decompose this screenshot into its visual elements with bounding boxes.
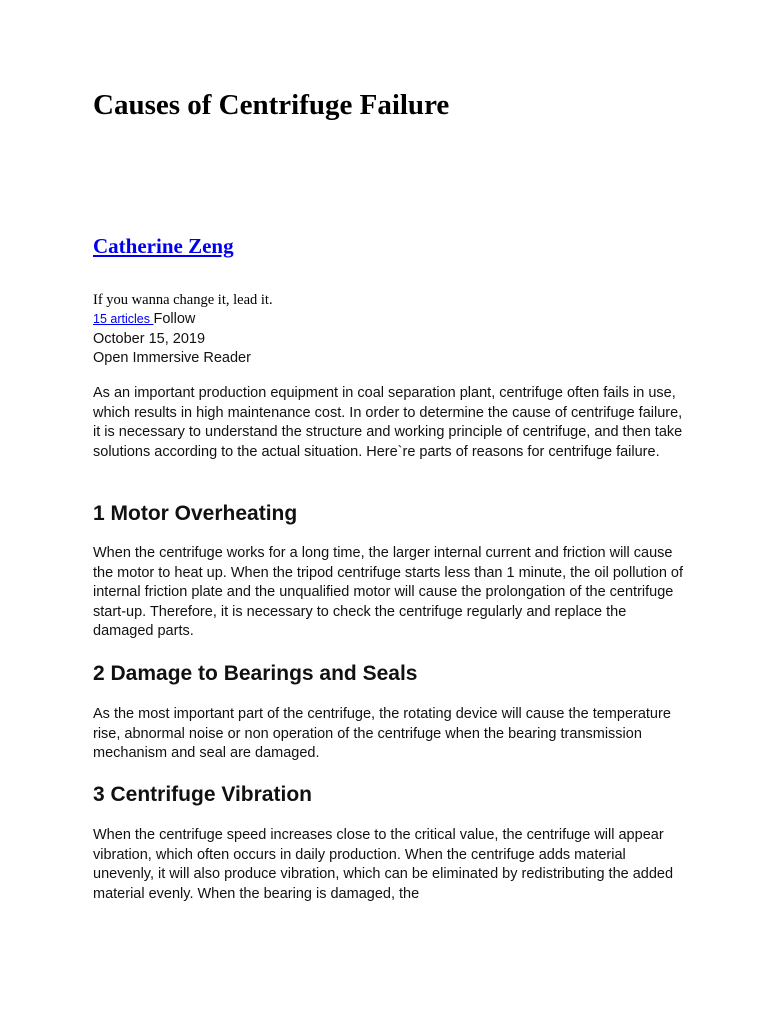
articles-count-link[interactable]: [93, 312, 153, 326]
section-text-centrifuge-vibration: When the centrifuge speed increases close to the critical value, the centrifuge will appear vibration, which often occurs in daily production. When the centrifuge adds material unevenly, it will also produce vibration, which can be eliminated by redistributing the added material evenly. When the bearing is damaged, the: [93, 827, 674, 902]
author-tagline: If you wanna change it, lead it.: [93, 292, 273, 308]
follow-button[interactable]: Follow: [153, 311, 196, 327]
immersive-reader-button[interactable]: Open Immersive Reader: [93, 350, 251, 366]
section-heading-bearings-seals: 2 Damage to Bearings and Seals: [93, 662, 418, 685]
article-title: Causes of Centrifuge Failure: [93, 89, 450, 121]
author-name-link[interactable]: Catherine Zeng: [93, 234, 234, 258]
section-text-motor-overheating: When the centrifuge works for a long time, the larger internal current and friction will cause the motor to heat up. When the tripod centrifuge starts less than 1 minute, the oil pollution of internal friction plate and the unqualified motor will cause the prolongation of the centrifuge start-up. Therefore, it is necessary to check the centrifuge regularly and replace the damaged parts.: [93, 545, 684, 640]
section-heading-centrifuge-vibration: 3 Centrifuge Vibration: [93, 783, 312, 806]
section-text-bearings-seals: As the most important part of the centrifuge, the rotating device will cause the temperature rise, abnormal noise or non operation of the centrifuge when the bearing transmission mechanism and seal are damaged.: [93, 706, 671, 762]
intro-paragraph: As an important production equipment in coal separation plant, centrifuge often fails in use, which results in high maintenance cost. In order to determine the cause of centrifuge failure, it is necessary to understand the structure and working principle of centrifuge, and then take solutions according to the actual situation. Here`re parts of reasons for centrifuge failure.: [93, 385, 683, 460]
article-meta: [93, 310, 251, 369]
articles-count-label: 15 articles: [93, 312, 150, 326]
section-heading-motor-overheating: 1 Motor Overheating: [93, 502, 298, 525]
publish-date: October 15, 2019: [93, 330, 206, 347]
